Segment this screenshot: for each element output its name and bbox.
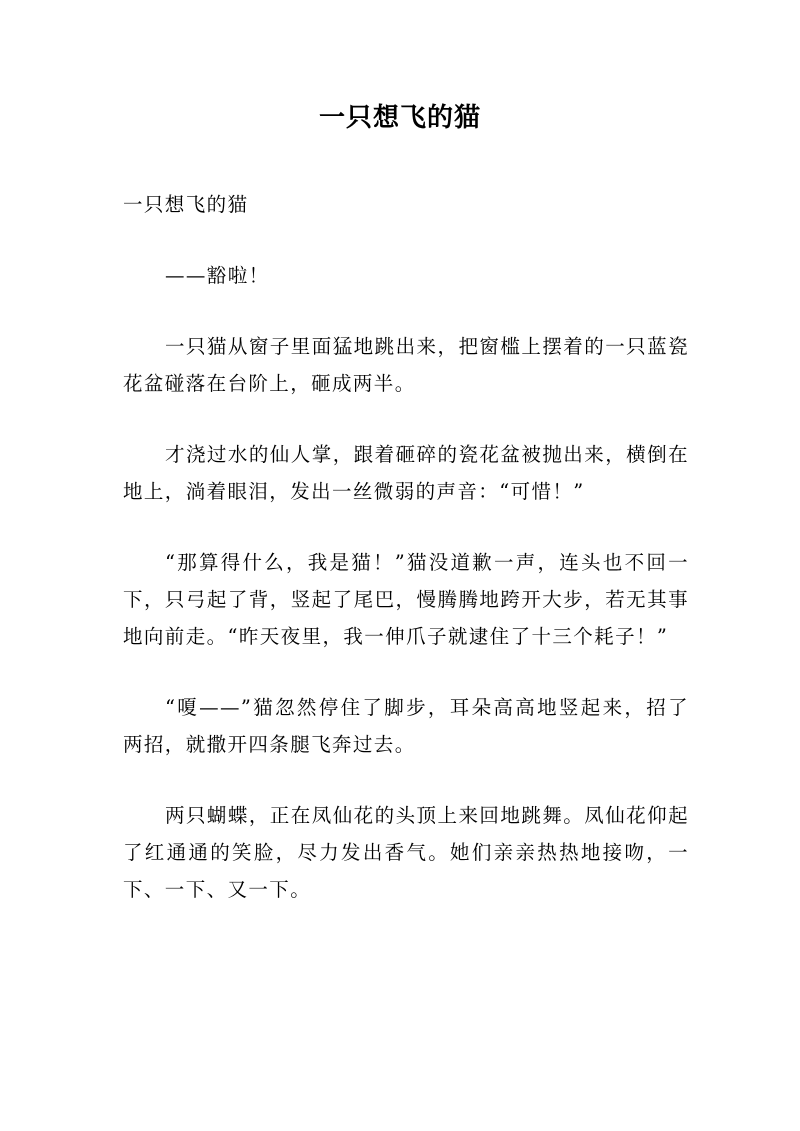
body-paragraph: 才浇过水的仙人掌，跟着砸碎的瓷花盆被抛出来，横倒在地上，淌着眼泪，发出一丝微弱的声音：“可惜！” — [123, 443, 689, 503]
document-title: 一只想飞的猫 — [318, 103, 481, 133]
body-paragraph: “那算得什么，我是猫！”猫没道歉一声，连头也不回一下，只弓起了背，竖起了尾巴，慢腾腾地跨开大步，若无其事地向前走。“昨天夜里，我一伸爪子就逮住了十三个耗子！” — [123, 551, 689, 648]
document-body — [123, 186, 689, 908]
subtitle-paragraph: 一只想飞的猫 — [123, 193, 249, 216]
body-paragraph: ——豁啦！ — [165, 264, 270, 287]
body-paragraph: 一只猫从窗子里面猛地跳出来，把窗槛上摆着的一只蓝瓷花盆碰落在台阶上，砸成两半。 — [123, 335, 689, 395]
body-paragraph: 两只蝴蝶，正在凤仙花的头顶上来回地跳舞。凤仙花仰起了红通通的笑脸，尽力发出香气。她们亲亲热热地接吻，一下、一下、又一下。 — [123, 804, 689, 901]
body-paragraph: “嗄——”猫忽然停住了脚步，耳朵高高地竖起来，招了两招，就撒开四条腿飞奔过去。 — [123, 696, 689, 756]
